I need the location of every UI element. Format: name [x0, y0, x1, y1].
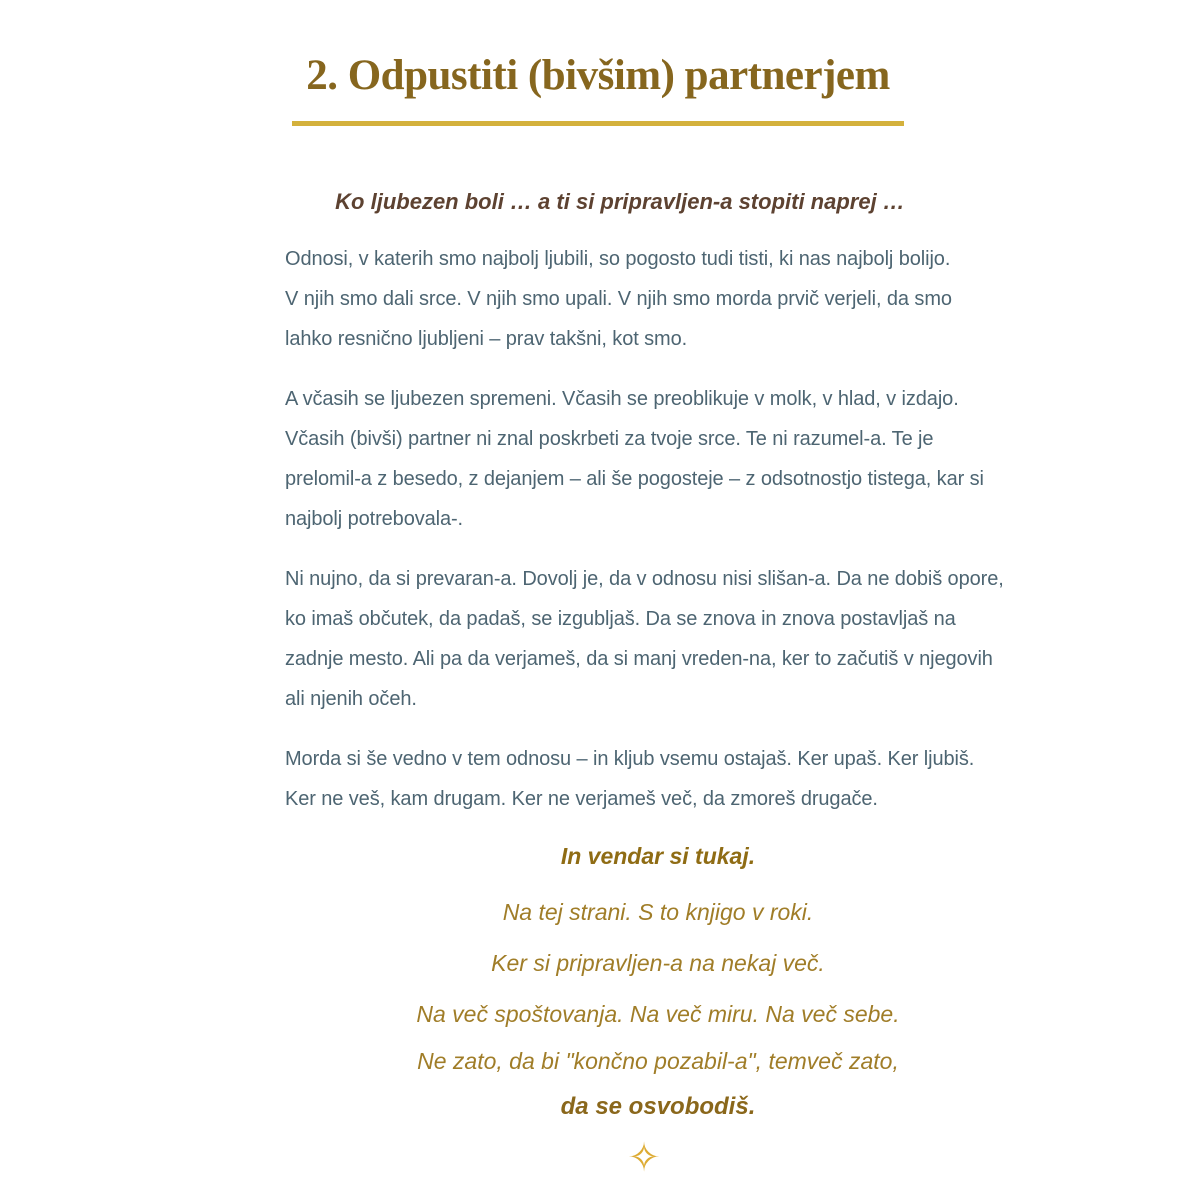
paragraph-4 [285, 739, 1045, 819]
paragraph-2 [285, 379, 1045, 539]
sparkle-icon: ✧ [627, 1135, 661, 1181]
chapter-subtitle: Ko ljubezen boli … a ti si pripravljen-a stopiti naprej … [335, 189, 905, 214]
body-line: Ker ne veš, kam drugam. Ker ne verjameš več, da zmoreš drugače. [285, 788, 878, 810]
paragraph-1 [285, 239, 1045, 359]
body-line: A včasih se ljubezen spremeni. Včasih se preoblikuje v molk, v hlad, v izdajo. [285, 388, 959, 410]
paragraph-3 [285, 559, 1045, 719]
emphasis-line: Ne zato, da bi "končno pozabil-a", temveč zato, [417, 1048, 899, 1074]
body-line: najbolj potrebovala-. [285, 508, 464, 530]
body-text [285, 239, 1045, 839]
emphasis-line: Na tej strani. S to knjigo v roki. [502, 899, 814, 925]
body-line: V njih smo dali srce. V njih smo upali. V njih smo morda prvič verjeli, da smo [285, 288, 952, 310]
body-line: Odnosi, v katerih smo najbolj ljubili, so pogosto tudi tisti, ki nas najbolj bolijo. [285, 248, 951, 270]
emphasis-lead: In vendar si tukaj. [560, 843, 756, 869]
body-line: Morda si še vedno v tem odnosu – in kljub vsemu ostajaš. Ker upaš. Ker ljubiš. [285, 748, 975, 770]
body-line: prelomil-a z besedo, z dejanjem – ali še pogosteje – z odsotnostjo tistega, kar si [285, 468, 984, 490]
body-line: zadnje mesto. Ali pa da verjameš, da si manj vreden-na, ker to začutiš v njegovih [285, 648, 993, 670]
title-underline-rule [292, 121, 904, 126]
emphasis-closing: da se osvobodiš. [560, 1093, 756, 1120]
body-line: Ni nujno, da si prevaran-a. Dovolj je, da v odnosu nisi slišan-a. Da ne dobiš opore, [285, 568, 1004, 590]
body-line: ko imaš občutek, da padaš, se izgubljaš. Da se znova in znova postavljaš na [285, 608, 956, 630]
chapter-title: 2. Odpustiti (bivšim) partnerjem [306, 52, 890, 99]
emphasis-line: Na več spoštovanja. Na več miru. Na več sebe. [416, 1001, 900, 1027]
emphasis-line: Ker si pripravljen-a na nekaj več. [491, 950, 825, 976]
body-line: ali njenih očeh. [285, 688, 417, 710]
body-line: Včasih (bivši) partner ni znal poskrbeti za tvoje srce. Te ni razumel-a. Te je [285, 428, 934, 450]
body-line: lahko resnično ljubljeni – prav takšni, kot smo. [285, 328, 688, 350]
